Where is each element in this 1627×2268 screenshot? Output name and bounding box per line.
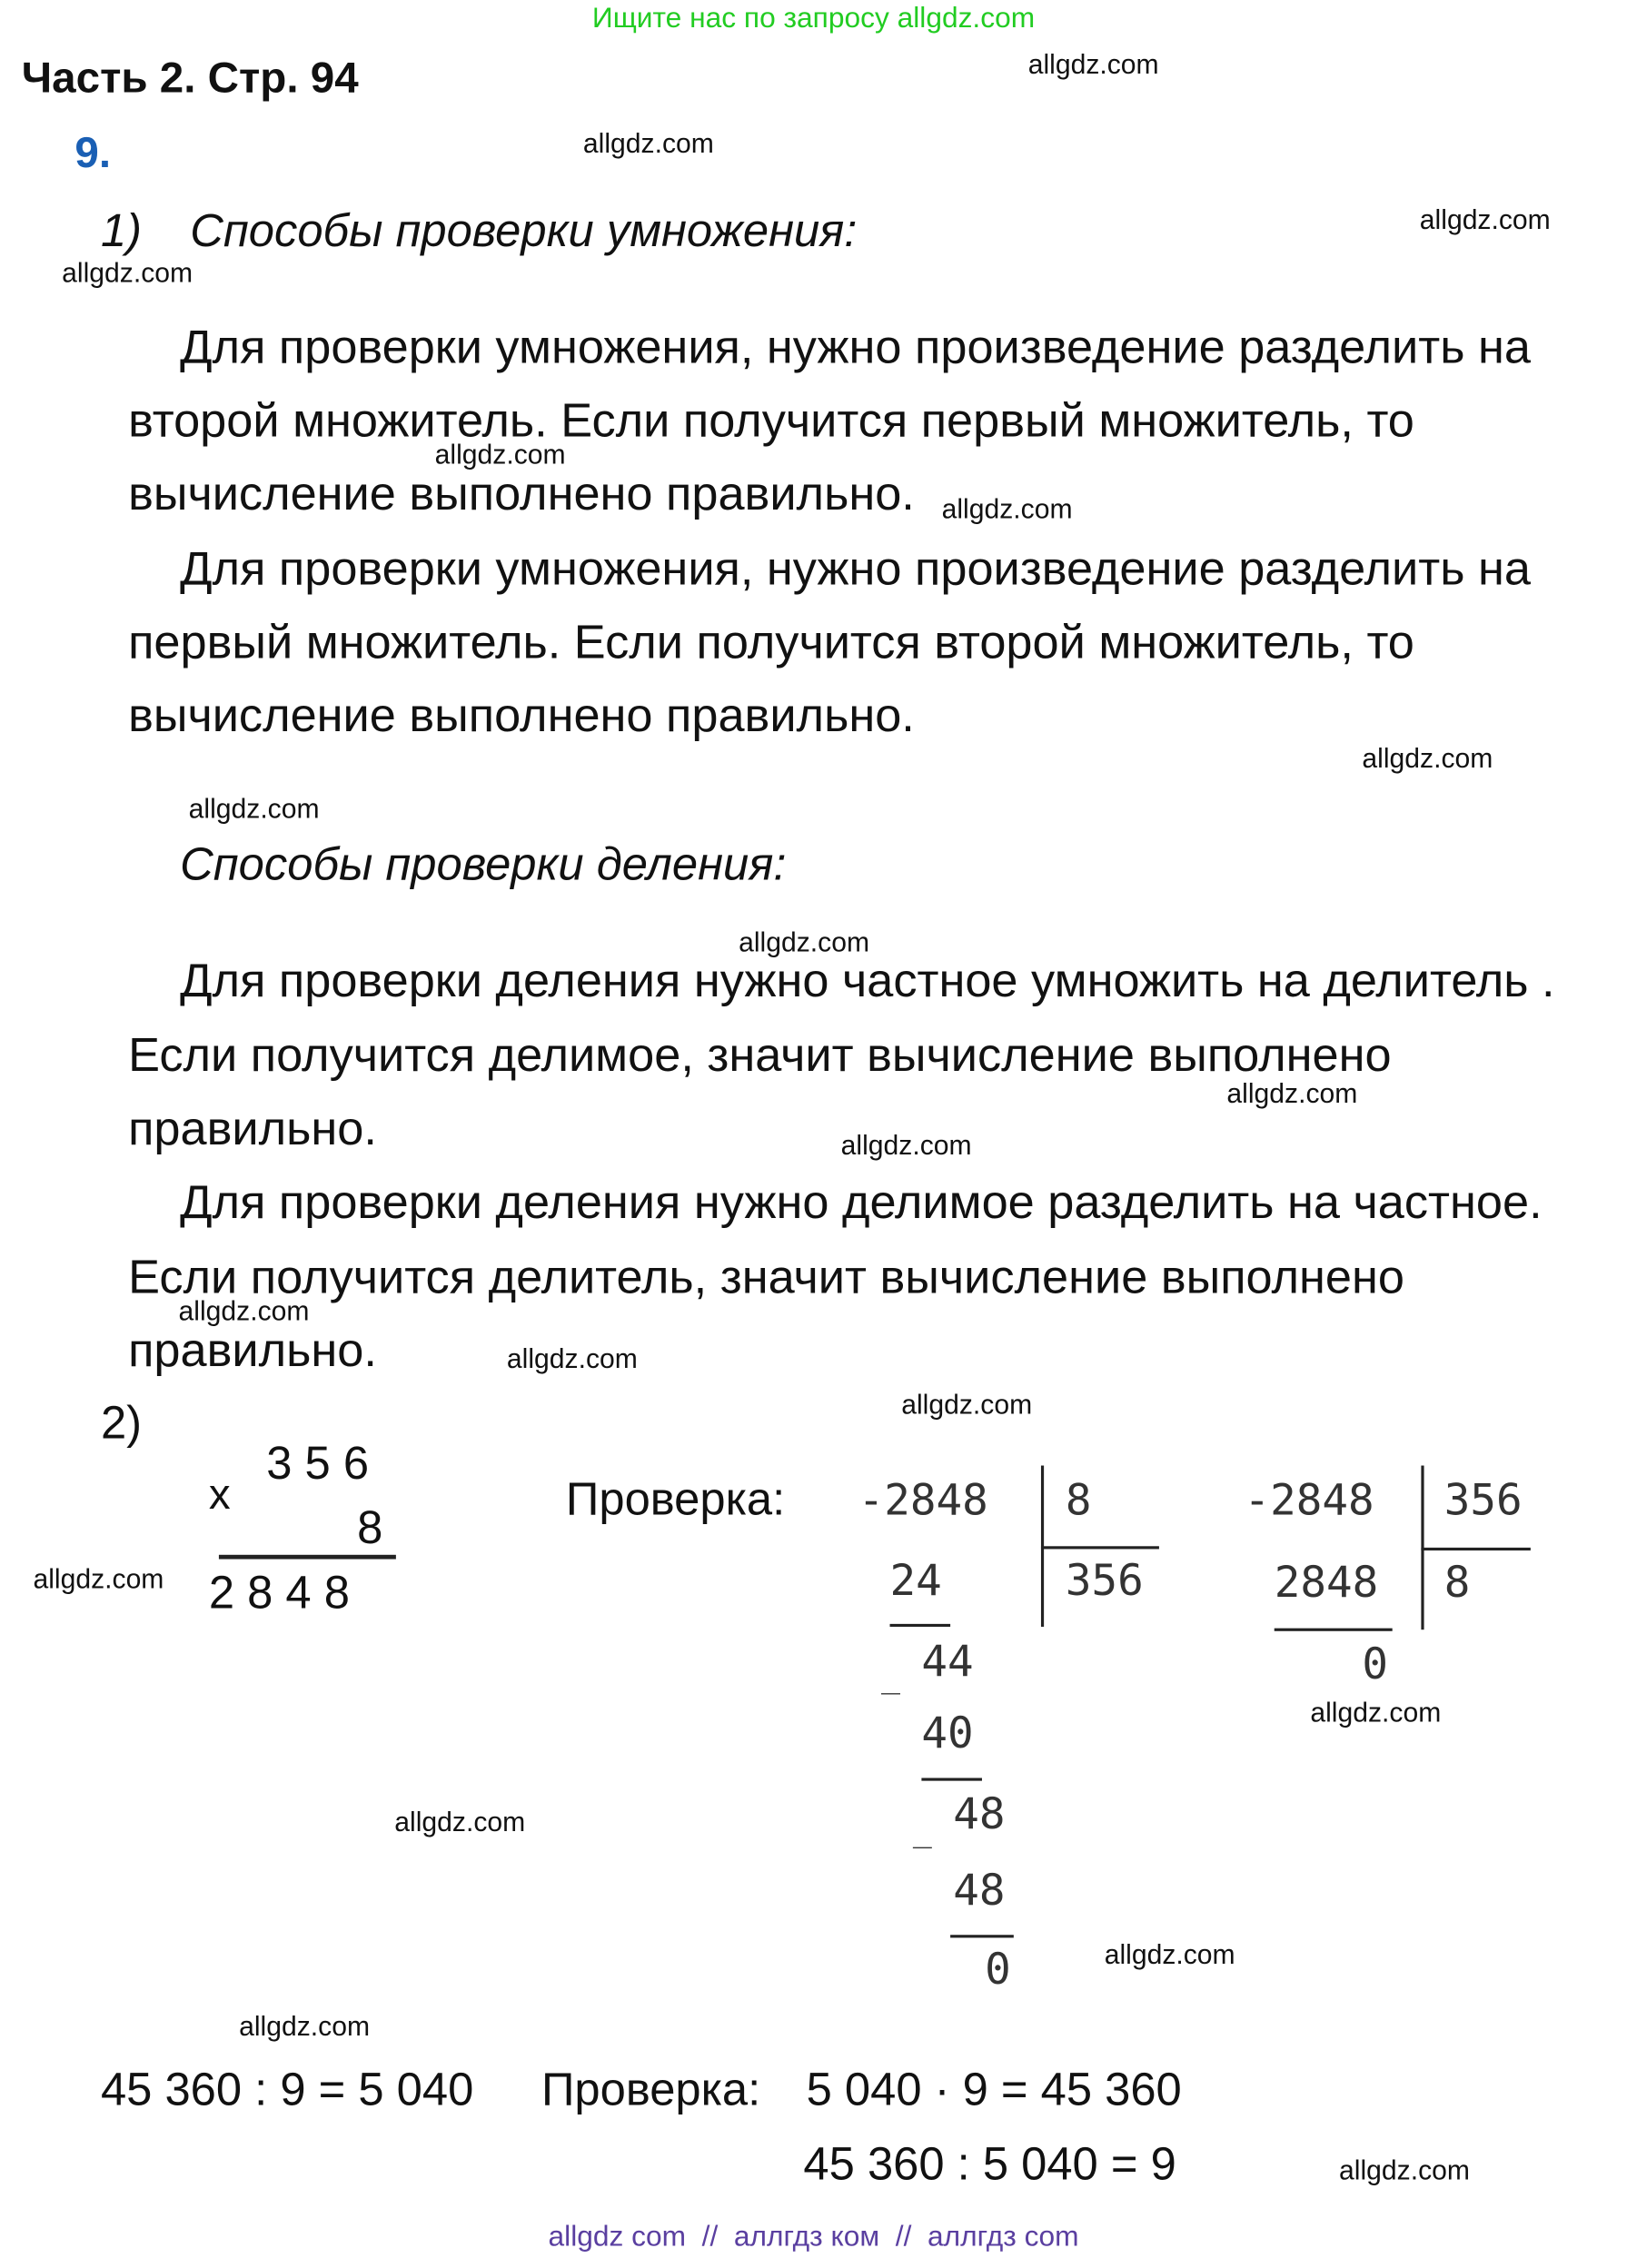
div2-sub: 2848: [1274, 1557, 1379, 1609]
watermark: allgdz.com: [394, 1807, 526, 1839]
text-line: первый множитель. Если получится второй множитель, то: [128, 614, 1414, 669]
watermark: allgdz.com: [941, 495, 1073, 526]
part2-number: 2): [100, 1396, 143, 1449]
div1-minus: _: [881, 1659, 901, 1697]
watermark: allgdz.com: [434, 441, 566, 471]
page-title: Часть 2. Стр. 94: [21, 54, 359, 103]
task-number: 9.: [74, 129, 112, 177]
text-line: правильно.: [128, 1101, 377, 1155]
watermark: allgdz.com: [1104, 1940, 1235, 1971]
div1-step-line: [921, 1778, 982, 1780]
text-line: вычисление выполнено правильно.: [128, 466, 915, 520]
equation: 45 360 : 5 040 = 9: [803, 2137, 1176, 2190]
watermark: allgdz.com: [901, 1391, 1033, 1421]
text-line: Для проверки деления нужно частное умножить на делитель .: [180, 953, 1555, 1006]
banner-link[interactable]: Ищите нас по запросу allgdz.com: [591, 3, 1036, 35]
part1-number: 1): [100, 204, 143, 257]
footer-links[interactable]: allgdz com // аллгдз ком // аллгдз com: [548, 2221, 1079, 2253]
watermark: allgdz.com: [1226, 1079, 1358, 1111]
div2-sub-line: [1275, 1629, 1393, 1631]
div1-remainder: 0: [985, 1945, 1011, 1996]
text-line: Если получится делимое, значит вычисление выполнено: [128, 1027, 1392, 1082]
div1-step: 48: [953, 1789, 1006, 1840]
watermark: allgdz.com: [506, 1344, 638, 1375]
text-line: Для проверки деления нужно делимое разделить на частное.: [180, 1174, 1543, 1229]
watermark: allgdz.com: [840, 1131, 972, 1163]
equation: 5 040 · 9 = 45 360: [806, 2063, 1182, 2115]
mult-result: 2 8 4 8: [208, 1566, 350, 1619]
equation-check-label: Проверка:: [541, 2063, 761, 2115]
watermark: allgdz.com: [582, 129, 714, 160]
div1-step: 44: [921, 1637, 974, 1688]
watermark: allgdz.com: [178, 1297, 310, 1328]
mult-check-heading: Способы проверки умножения:: [190, 204, 858, 257]
text-line: Если получится делитель, значит вычисление выполнено: [128, 1249, 1404, 1303]
div2-divisor: 356: [1443, 1475, 1523, 1527]
div1-divisor: 8: [1065, 1475, 1092, 1527]
div1-step: 48: [953, 1866, 1006, 1916]
watermark: allgdz.com: [1027, 50, 1159, 81]
div1-quotient: 356: [1065, 1556, 1144, 1607]
text-line: второй множитель. Если получится первый множитель, то: [128, 392, 1414, 447]
watermark: allgdz.com: [1310, 1699, 1442, 1729]
watermark: allgdz.com: [239, 2012, 371, 2044]
div2-quotient: 8: [1443, 1557, 1471, 1609]
div1-minus: _: [912, 1814, 932, 1850]
div2-dividend: -2848: [1244, 1475, 1374, 1527]
div-check-heading: Способы проверки деления:: [180, 837, 787, 890]
div1-step: 24: [889, 1556, 942, 1607]
mult-line: [219, 1555, 396, 1560]
mult-sign: x: [208, 1471, 231, 1520]
watermark: allgdz.com: [1339, 2156, 1471, 2187]
mult-bottom: 8: [357, 1501, 383, 1554]
check-label: Проверка:: [565, 1472, 786, 1525]
watermark: allgdz.com: [188, 794, 320, 826]
text-line: вычисление выполнено правильно.: [128, 688, 915, 742]
watermark: allgdz.com: [62, 259, 193, 290]
watermark: allgdz.com: [1419, 205, 1551, 236]
div2-hline: [1421, 1548, 1530, 1550]
text-line: Для проверки умножения, нужно произведение разделить на: [180, 540, 1531, 595]
div1-hline: [1041, 1546, 1159, 1549]
watermark: allgdz.com: [1362, 744, 1493, 775]
div2-remainder: 0: [1362, 1639, 1389, 1690]
div1-step-line: [950, 1935, 1014, 1937]
text-line: Для проверки умножения, нужно произведение разделить на: [180, 319, 1531, 373]
text-line: правильно.: [128, 1322, 377, 1377]
watermark: allgdz.com: [33, 1564, 164, 1596]
div1-dividend: -2848: [858, 1475, 988, 1527]
div1-step: 40: [921, 1708, 974, 1759]
div1-step-line: [890, 1624, 951, 1627]
watermark: allgdz.com: [739, 928, 870, 959]
mult-top: 3 5 6: [266, 1436, 370, 1489]
equation: 45 360 : 9 = 5 040: [100, 2063, 474, 2115]
